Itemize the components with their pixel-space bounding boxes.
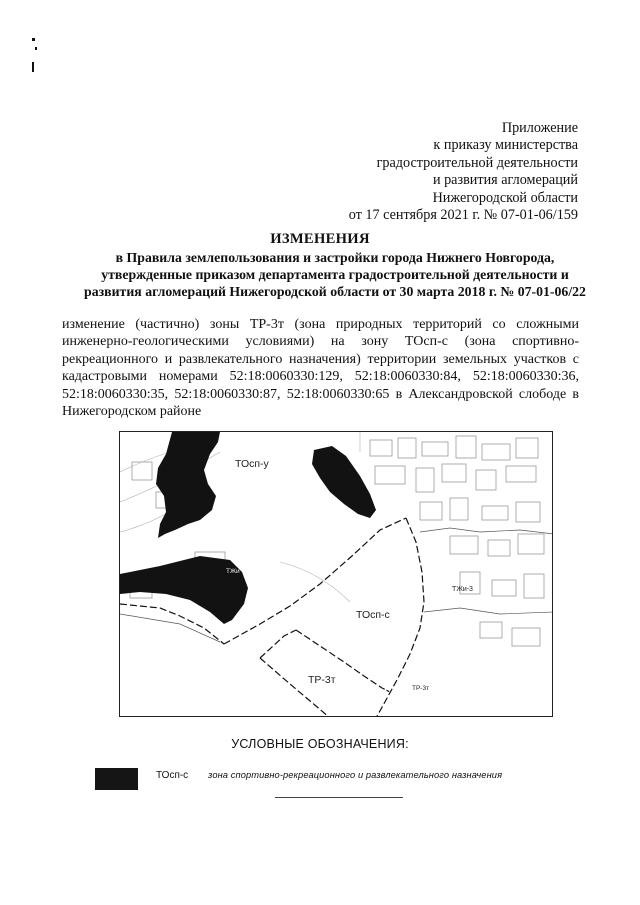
map-label-tzhi-3: ТЖи-3 [452, 586, 473, 593]
scan-mark [32, 62, 34, 72]
document-title: ИЗМЕНЕНИЯ [270, 231, 370, 247]
scan-mark [35, 47, 37, 50]
zone-dark-left-shape [120, 556, 248, 624]
zone-boundaries-fine [382, 688, 390, 692]
document-subtitle [50, 249, 620, 300]
change-description: изменение (частично) зоны ТР-3т (зона природных территорий со сложными инженерно-геологическими условиями) на зону ТОсп-с (зона спортивно-рекреационного и развлекательного назначения) территории земельных участков с кадастровыми номерами 52:18:0060330:129, 52:18:0060330:84, 52:18:0060330:36, 52:18:0060330:35, 52:18:0060330:87, 52:18:0060330:65 в Александровской слободе в Нижегородском районе [62, 317, 579, 420]
zone-tosp-u-shape [156, 432, 220, 538]
zone-dark-center-shape [312, 446, 376, 518]
subtitle-line: утвержденные приказом департамента градостроительной деятельности и [101, 267, 569, 282]
appendix-block [349, 120, 578, 224]
legend-description: зона спортивно-рекреационного и развлекательного назначения [208, 770, 503, 780]
legend-swatch [95, 768, 138, 790]
subtitle-line: в Правила землепользования и застройки города Нижнего Новгорода, [115, 250, 555, 265]
subtitle-line: развития агломераций Нижегородской области от 30 марта 2018 г. № 07-01-06/22 [84, 284, 586, 299]
appendix-line: от 17 сентября 2021 г. № 07-01-06/159 [348, 207, 578, 224]
appendix-line: градостроительной деятельности [376, 154, 578, 171]
appendix-line: Приложение [501, 120, 578, 136]
appendix-line: и развития агломераций [432, 172, 578, 189]
map-label-tr-3t-small: ТР-3т [412, 685, 430, 692]
map-label-tosp-s: ТОсп-с [356, 609, 390, 621]
map-label-tr-3t: ТР-3т [308, 674, 336, 686]
scan-mark [32, 38, 35, 41]
legend-title: УСЛОВНЫЕ ОБОЗНАЧЕНИЯ: [231, 737, 409, 751]
appendix-line: к приказу министерства [433, 137, 578, 154]
zoning-map [119, 431, 553, 717]
legend-code: ТОсп-с [156, 770, 189, 781]
divider-line [275, 797, 403, 798]
map-label-tzhi: ТЖи [226, 568, 240, 575]
appendix-line: Нижегородской области [432, 189, 578, 206]
map-drawing [120, 432, 553, 717]
map-label-tosp-u: ТОсп-у [235, 458, 269, 470]
